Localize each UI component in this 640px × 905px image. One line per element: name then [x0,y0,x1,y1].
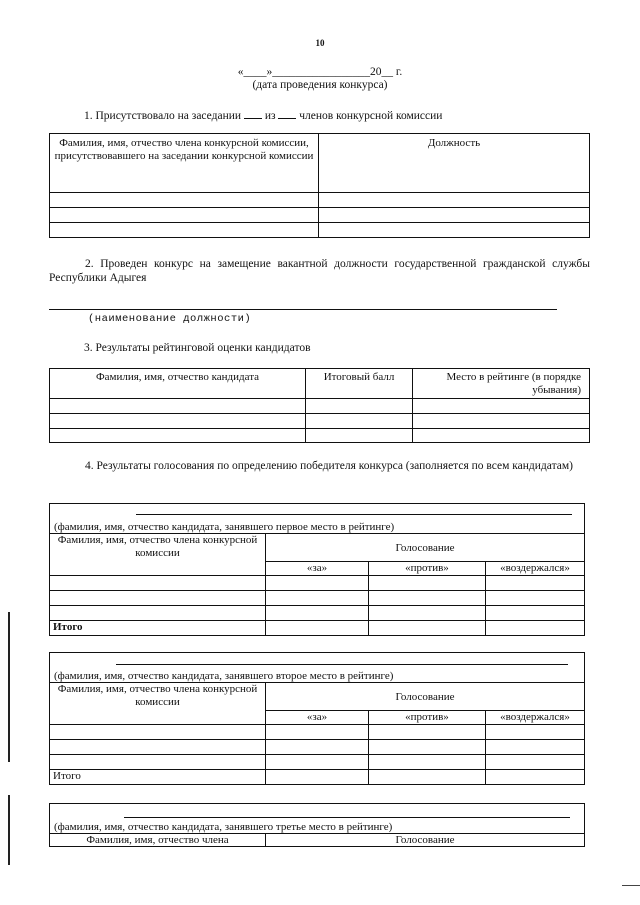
total-label: Итого [50,770,266,785]
voting-header: Голосование [266,534,585,562]
table-row [50,755,585,770]
position-name-caption: (наименование должности) [88,313,252,325]
vote-table-third [49,803,585,847]
member-name-header: Фамилия, имя, отчество члена конкурсной комиссии [50,683,266,725]
table-row [50,576,585,591]
table-row [50,414,590,429]
position-name-line [49,309,557,310]
vote-table-second-caption: (фамилия, имя, отчество кандидата, занявшего второе место в рейтинге) [54,670,394,682]
voting-header: Голосование [266,834,585,847]
vote-table-first [49,503,585,636]
attendee-name-header: Фамилия, имя, отчество члена конкурсной комиссии, присутствовавшего на заседании конкурсной комиссии [50,134,319,193]
member-name-header: Фамилия, имя, отчество члена [50,834,266,847]
item-1-text-b: из [264,110,276,122]
voting-header: Голосование [266,683,585,711]
table-row [50,591,585,606]
rating-table [49,368,590,443]
scan-artifact [8,795,10,865]
vote-against-header: «против» [369,562,486,576]
page-number: 10 [315,38,325,48]
table-row [50,606,585,621]
total-row [50,621,585,636]
item-1-text-c: членов конкурсной комиссии [299,110,443,122]
candidate-name-header: Фамилия, имя, отчество кандидата [50,369,306,399]
vote-for-header: «за» [266,562,369,576]
total-row [50,770,585,785]
table-row [50,223,590,238]
vote-abstain-header: «воздержался» [486,711,585,725]
scan-artifact [622,885,640,886]
date-line: «____»_________________20__ г. [237,66,403,78]
table-row [50,193,590,208]
attendee-position-header: Должность [319,134,590,193]
scan-artifact [8,612,10,762]
vote-table-first-caption: (фамилия, имя, отчество кандидата, занявшего первое место в рейтинге) [54,521,395,533]
vote-for-header: «за» [266,711,369,725]
table-row [50,399,590,414]
item-1-text-a: 1. Присутствовало на заседании [84,110,242,122]
table-row [50,429,590,443]
item-3-text: 3. Результаты рейтинговой оценки кандидатов [84,342,311,354]
total-label: Итого [50,621,266,636]
table-row [50,725,585,740]
vote-table-third-caption: (фамилия, имя, отчество кандидата, занявшего третье место в рейтинге) [54,821,393,833]
item-1 [84,107,604,123]
final-score-header: Итоговый балл [306,369,413,399]
attendees-table [49,133,590,238]
vote-table-second [49,652,585,785]
item-2-text: 2. Проведен конкурс на замещение вакантной должности государственной гражданской службы Республики Адыгея [49,258,590,284]
date-caption: (дата проведения конкурса) [252,79,388,91]
vote-against-header: «против» [369,711,486,725]
member-name-header: Фамилия, имя, отчество члена конкурсной комиссии [50,534,266,576]
rating-place-header: Место в рейтинге (в порядке убывания) [413,369,590,399]
item-4-text: 4. Результаты голосования по определению победителя конкурса (заполняется по всем кандидатам) [85,460,573,472]
table-row [50,740,585,755]
vote-abstain-header: «воздержался» [486,562,585,576]
table-row [50,208,590,223]
